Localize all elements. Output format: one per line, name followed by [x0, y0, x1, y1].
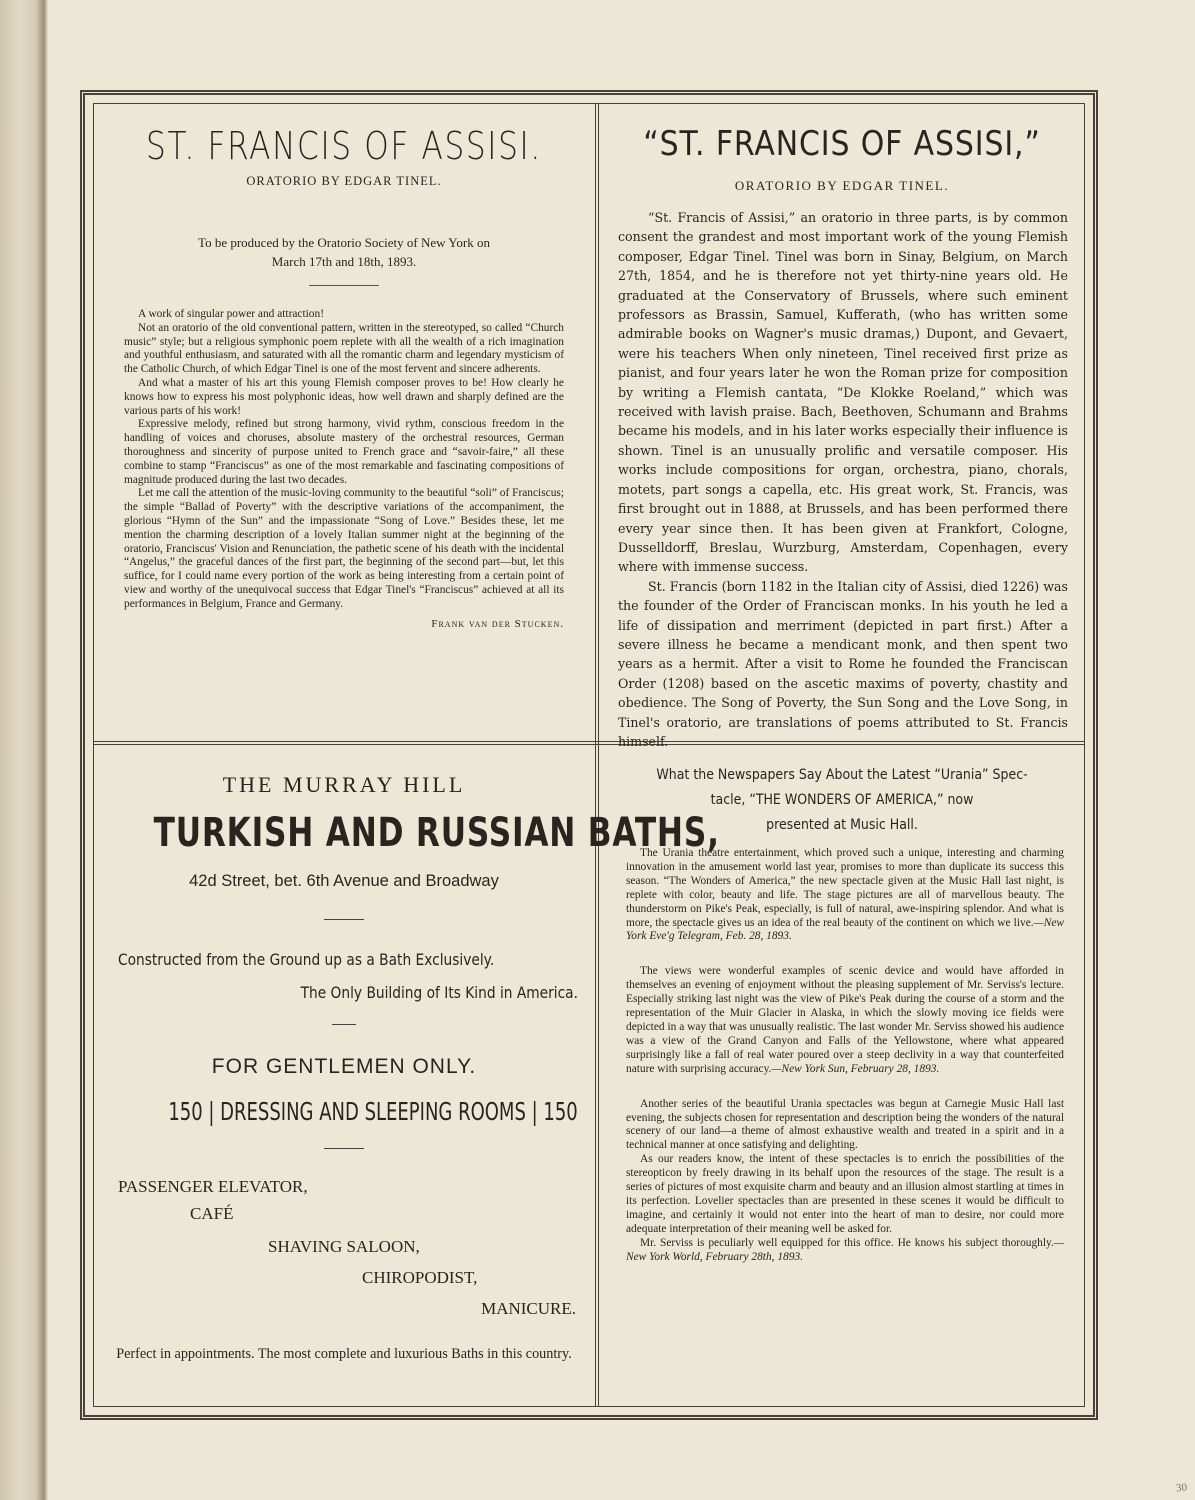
amenity-item: MANICURE.: [481, 1299, 576, 1318]
quote-source: —New York World, February 28th, 1893.: [626, 1236, 1064, 1263]
divider-rule: [332, 1024, 356, 1025]
quote-telegram: The Urania theatre entertainment, which proved such a unique, interesting and charming innovation in the amusement world last year, promises to more than duplicate its success this season. “The Wonders of America,” the new spectacle given at the Music Hall last night, is replete with color, beauty and life. The stage pictures are all of marvellous beauty. The thunderstorm on Pike's Peak, especially, is full of natural, awe-inspiring splendor. And what is more, the spectacle gives us an idea of the real beauty of the continent on which we live.—New York Eve'g Telegram, Feb. 28, 1893.: [626, 847, 1064, 943]
quote-source: —New York Sun, February 28, 1893.: [771, 1062, 940, 1075]
production-line: To be produced by the Oratorio Society of New York on: [198, 235, 490, 250]
divider-rule: [324, 1148, 364, 1149]
divider-rule: [324, 919, 364, 920]
biography-body: [618, 208, 1068, 751]
ad-gentlemen: FOR GENTLEMEN ONLY.: [211, 1055, 477, 1078]
ad-closing: Perfect in appointments. The most complete and luxurious Baths in this country.: [116, 1346, 572, 1362]
oratorio-subtitle: ORATORIO BY EDGAR TINEL.: [246, 174, 442, 188]
ad-kicker: THE MURRAY HILL: [222, 772, 466, 797]
paragraph: “St. Francis of Assisi,” an oratorio in three parts, is by common consent the grandest and most important work of the young Flemish composer, Edgar Tinel. Tinel was born in Sinay, Belgium, on March 27th, 1854, and he is therefore not yet thirty-nine years old. He graduated at the Conservatory of Brussels, where such eminent professors as Brassin, Samuel, Kufferath, (who has written some admirable books on Wagner's music dramas,) Dupont, and Gevaert, were his teachers When only nineteen, Tinel received first prize as pianist, and four years later he won the Roman prize for composition by writing a Flemish cantata, “De Klokke Roeland,” which was received with lavish praise. Bach, Beethoven, Schumann and Brahms became his models, and in his later works especially their influence is shown. Tinel is an unusually prolific and versatile composer. His works include compositions for organ, orchestra, piano, chorals, motets, part songs a capella, etc. His great work, St. Francis, was first brought out in 1888, at Brussels, and has been performed there every year since then. It has been given at Frankfort, Cologne, Dusselldorff, Breslau, Wurzburg, Amsterdam, Copenhagen, every where with immense success.: [618, 210, 1068, 575]
page-number: 30: [1175, 1481, 1188, 1495]
oratorio-review-panel: [100, 108, 588, 736]
quote-world: Another series of the beautiful Urania spectacles was begun at Carnegie Music Hall last evening, the subjects chosen for representation and description being the wonders of the natural scenery of our land—a theme of almost exhaustive wealth and treated in a spirit and in a technical manner at once satisfying and delighting.: [626, 1097, 1064, 1152]
quote-world-cont: As our readers know, the intent of these spectacles is to enrich the possibilities of the stereopticon by freely drawing in its behalf upon the resources of the stage. The result is a series of pictures of most exquisite charm and beauty and an illusion almost startling at times in its perfection. Lovelier spectacles than are presented in these scenes it would be difficult to imagine, and certainly it would not enter into the heart of man to desire, nor could more adequate interpretation of their meaning well be asked for.: [626, 1153, 1064, 1235]
ad-tagline-2: The Only Building of Its Kind in America.: [300, 983, 578, 1002]
amenity-item: PASSENGER ELEVATOR,: [118, 1177, 308, 1196]
paragraph: Not an oratorio of the old conventional pattern, written in the stereotyped, so called “Church music” style; but a religious symphonic poem replete with all the wealth of a rich imagination and youthful enthusiasm, and saturated with all the romantic charm and legendary mysticism of the Catholic Church, of which Edgar Tinel is one of the most fervent and sincere adherents.: [124, 321, 564, 376]
paragraph: St. Francis (born 1182 in the Italian city of Assisi, died 1226) was the founder of the Order of Franciscan monks. In his youth he led a life of dissipation and merriment (depicted in part first.) After a severe illness he became a mendicant monk, and then spent two years as a hermit. After a visit to Rome he founded the Franciscan Order (1208) based on the ascetic maxims of poverty, chastity and obedience. The Song of Poverty, the Sun Song and the Love Song, in Tinel's oratorio, are translations of poems attributed to St. Francis himself.: [618, 578, 1068, 749]
amenity-item: SHAVING SALOON,: [268, 1237, 420, 1256]
paragraph: Let me call the attention of the music-loving community to the beautiful “soli” of Franciscus; the simple “Ballad of Poverty” with the descriptive variations of the accompaniment, the glorious “Hymn of the Sun” and the impassionate “Song of Love.” Besides these, let me mention the charming description of a lovely Italian summer night at the beginning of the oratorio, Franciscus' Vision and Renunciation, the pathetic scene of his death with the incidental “Angelus,” the graceful dances of the first part, the beginning of the second part—but, let this suffice, for I could name every portion of the work as being interesting from a certain point of view and worthy of the unequivocal success that Edgar Tinel's “Franciscus” achieved at all its performances in Belgium, France and Germany.: [124, 487, 564, 610]
paragraph: And what a master of his art this young Flemish composer proves to be! How clearly he knows how to express his most polyphonic ideas, how well drawn and sharply defined are the various parts of his work!: [124, 376, 564, 417]
binding-spine: [0, 0, 48, 1500]
page-title: ST. FRANCIS OF ASSISI.: [146, 124, 542, 168]
oratorio-subtitle: ORATORIO BY EDGAR TINEL.: [734, 178, 950, 193]
author-signature: Frank van der Stucken.: [431, 617, 564, 630]
heading-line: presented at Music Hall.: [766, 816, 918, 833]
section-heading: [639, 762, 1045, 837]
review-body: [124, 308, 564, 612]
heading-line: What the Newspapers Say About the Latest “Urania” Spec-: [656, 766, 1028, 783]
ad-headline: TURKISH AND RUSSIAN BATHS,: [153, 810, 720, 856]
amenity-item: CHIROPODIST,: [362, 1268, 478, 1287]
ad-address: 42d Street, bet. 6th Avenue and Broadway: [189, 872, 499, 890]
heading-line: tacle, “THE WONDERS OF AMERICA,” now: [710, 791, 974, 808]
newspaper-quotes-panel: [606, 752, 1078, 1402]
production-date: March 17th and 18th, 1893.: [271, 254, 417, 269]
quote-world-end: Mr. Serviss is peculiarly well equipped for this office. He knows his subject thoroughly.—New York World, February 28th, 1893.: [626, 1236, 1064, 1263]
quotes-body: [626, 847, 1064, 1264]
quote-source: —New York Eve'g Telegram, Feb. 28, 1893.: [626, 916, 1064, 943]
divider-rule: [309, 285, 379, 286]
ad-tagline: Constructed from the Ground up as a Bath Exclusively.: [118, 950, 495, 969]
vertical-divider: [595, 103, 599, 1407]
quote-sun: The views were wonderful examples of scenic device and would have afforded in themselves an evening of enjoyment without the pleasing supplement of Mr. Serviss's lecture. Especially striking last night was the view of Pike's Peak during the course of a storm and the representation of the Muir Glacier in Alaska, in which the slowly moving ice fields were depicted in a way that was unusually realistic. The last wonder Mr. Serviss showed his audience was a view of the Grand Canyon and Falls of the Yellowstone, where what appeared surprisingly like a fall of real water poured over a steep declivity in a way that counterfeited nature with surprising accuracy.—New York Sun, February 28, 1893.: [626, 965, 1064, 1075]
ad-rooms: 150 | DRESSING AND SLEEPING ROOMS | 150: [168, 1097, 578, 1126]
oratorio-biography-panel: [606, 108, 1078, 749]
paragraph: A work of singular power and attraction!: [138, 308, 324, 320]
production-notice: [126, 233, 562, 271]
section-title: “ST. FRANCIS OF ASSISI,”: [643, 124, 1041, 164]
baths-advertisement: [100, 752, 720, 1402]
amenity-item: CAFÉ: [190, 1204, 234, 1223]
paragraph: Expressive melody, refined but strong harmony, vivid rythm, conscious freedom in the handling of voices and choruses, absolute mastery of the orchestral resources, German thoroughness and sincerity of purpose united to French grace and “savoir-faire,” all these combine to stamp “Franciscus” as one of the most remarkable and fascinating compositions of magnitude produced during the last two decades.: [124, 418, 564, 486]
